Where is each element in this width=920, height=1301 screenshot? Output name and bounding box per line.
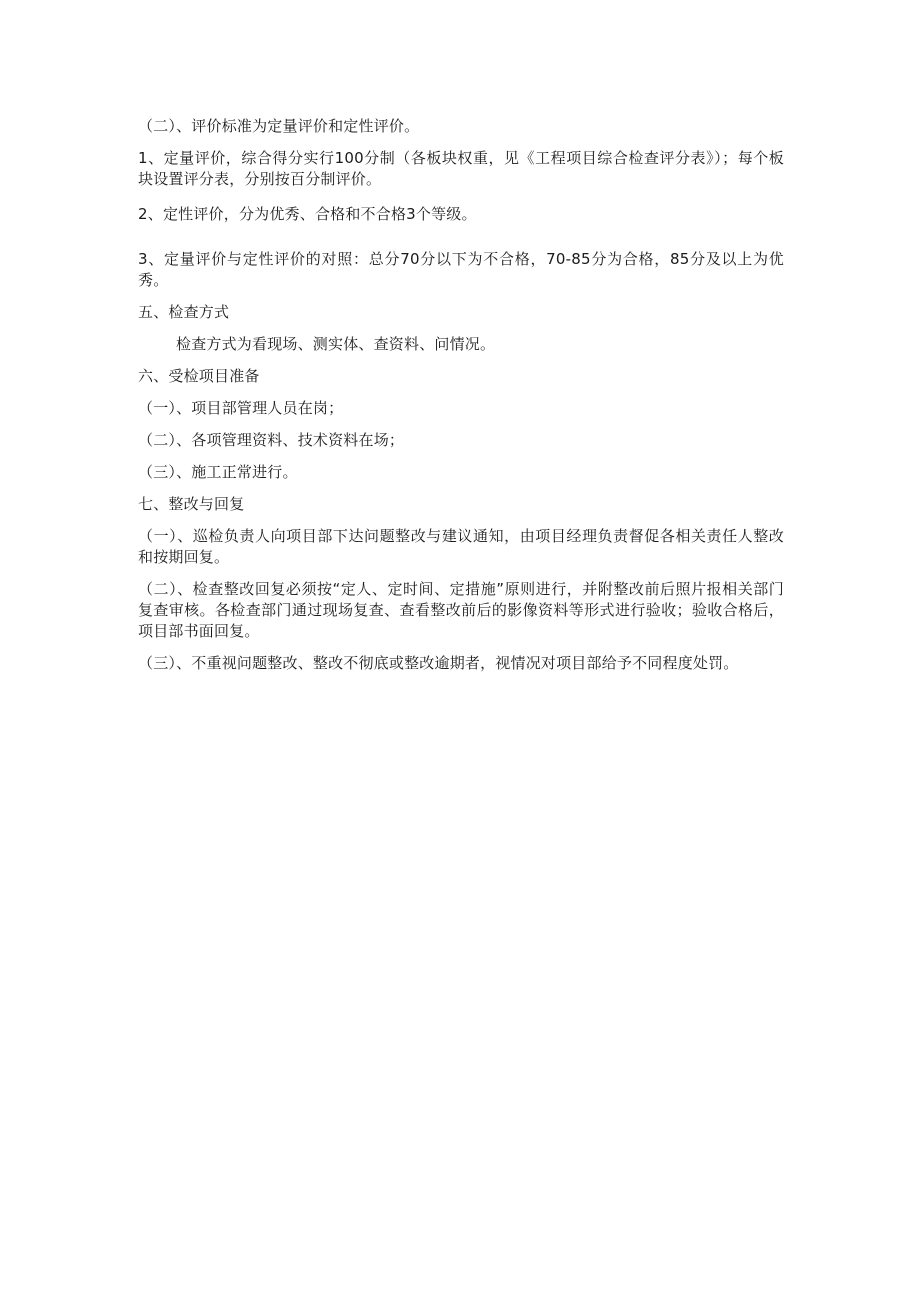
paragraph-materials-on-site: （二）、各项管理资料、技术资料在场； — [138, 431, 405, 449]
heading-project-preparation: 六、受检项目准备 — [138, 367, 260, 385]
paragraph-qualitative-evaluation: 2、定性评价，分为优秀、合格和不合格3个等级。 — [138, 205, 477, 223]
paragraph-staff-on-duty: （一）、项目部管理人员在岗； — [138, 399, 344, 417]
paragraph-rectification-notice: （一）、巡检负责人向项目部下达问题整改与建议通知，由项目经理负责督促各相关责任人整改和按期回复。 — [138, 527, 784, 566]
paragraph-penalty: （三）、不重视问题整改、整改不彻底或整改逾期者，视情况对项目部给予不同程度处罚。 — [138, 654, 739, 672]
paragraph-normal-construction: （三）、施工正常进行。 — [138, 463, 298, 481]
paragraph-quantitative-evaluation: 1、定量评价，综合得分实行100分制（各板块权重，见《工程项目综合检查评分表》）；每个板块设置评分表，分别按百分制评价。 — [138, 149, 784, 188]
heading-rectification-reply: 七、整改与回复 — [138, 495, 245, 513]
paragraph-evaluation-standard: （二）、评价标准为定量评价和定性评价。 — [138, 117, 420, 135]
paragraph-evaluation-mapping: 3、定量评价与定性评价的对照：总分70分以下为不合格，70-85分为合格，85分及以上为优秀。 — [138, 250, 784, 289]
document-page — [138, 116, 784, 674]
heading-inspection-method: 五、检查方式 — [138, 303, 230, 321]
paragraph-rectification-principle: （二）、检查整改回复必须按“定人、定时间、定措施”原则进行，并附整改前后照片报相关部门复查审核。各检查部门通过现场复查、查看整改前后的影像资料等形式进行验收；验收合格后，项目部书面回复。 — [138, 580, 784, 640]
paragraph-inspection-method: 检查方式为看现场、测实体、查资料、问情况。 — [176, 335, 496, 353]
